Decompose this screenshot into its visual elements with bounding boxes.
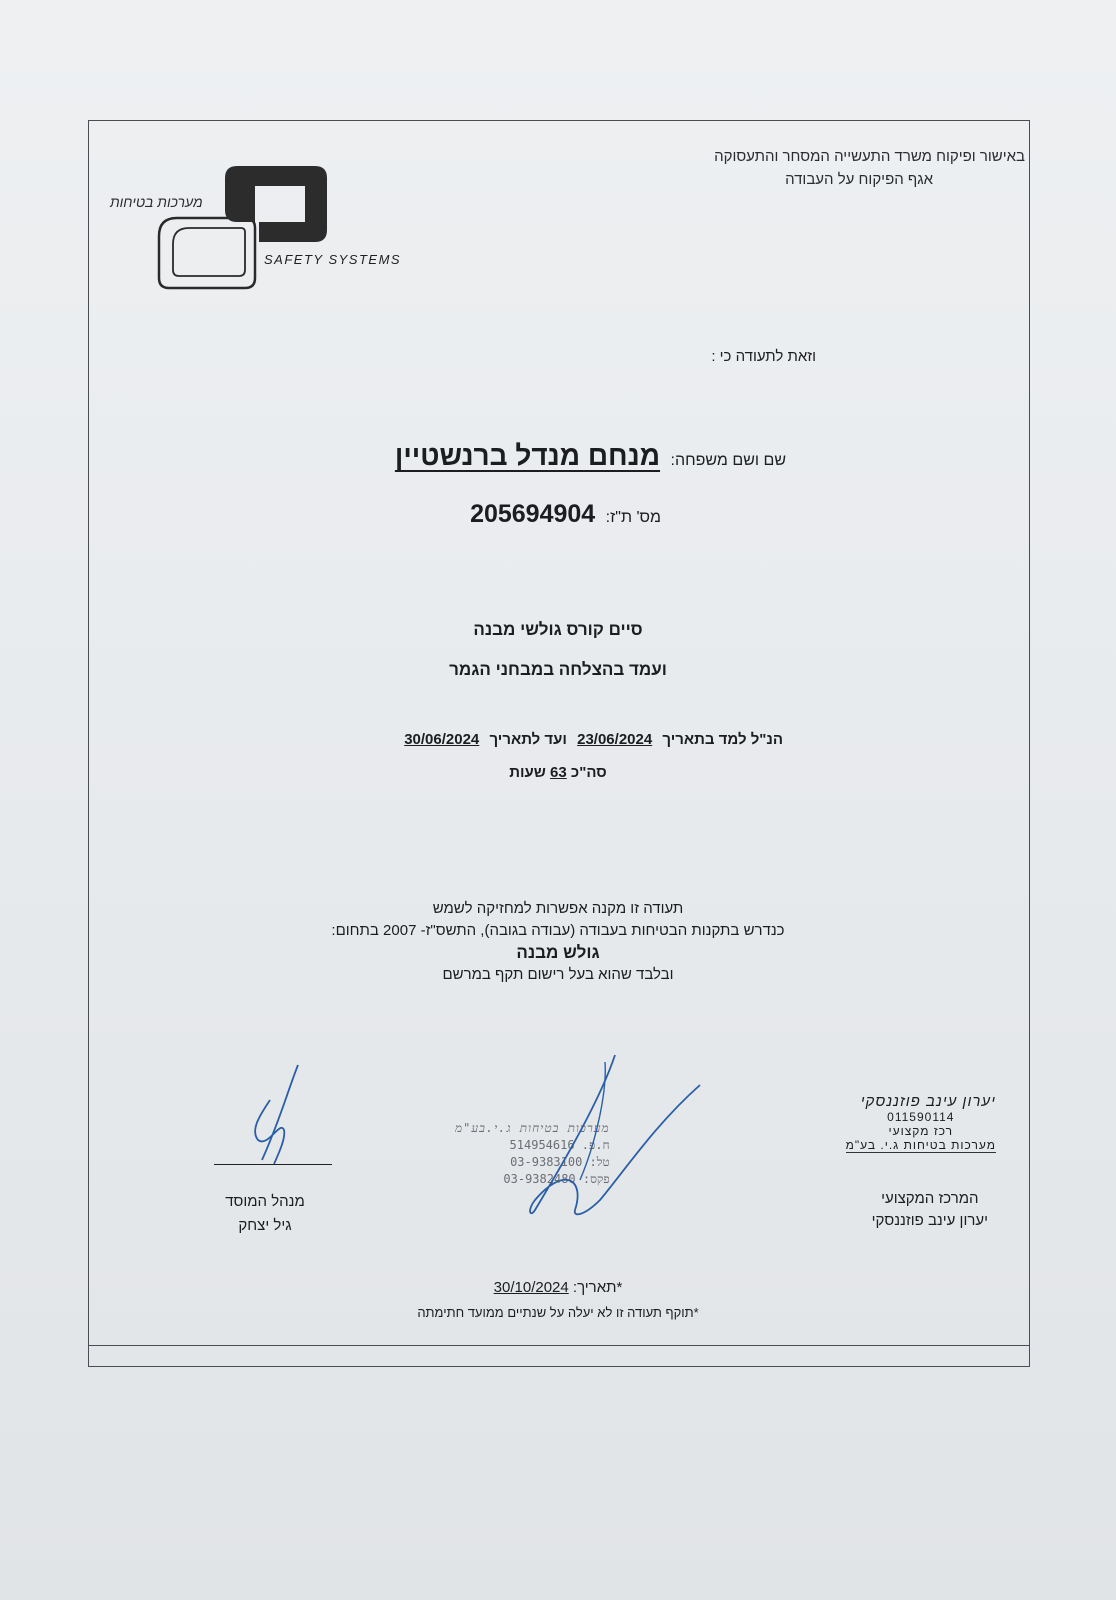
- stamp-company-name: מערכות בטיחות ג.י.בע"מ: [455, 1121, 610, 1135]
- course-dates: [398, 731, 783, 748]
- id-number: 205694904: [470, 500, 596, 528]
- authorization-line-1: תעודה זו מקנה אפשרות למחזיקה לשמש: [432, 900, 684, 917]
- id-row: [470, 500, 661, 529]
- issue-date-label: *תאריך:: [572, 1279, 623, 1296]
- authorization-line-2: כנדרש בתקנות הבטיחות בעבודה (עבודה בגובה), התשס"ז- 2007 בתחום:: [331, 922, 785, 939]
- start-date: 23/06/2024: [577, 731, 653, 748]
- stamp-role: רכז מקצועי: [888, 1124, 954, 1138]
- stamp-company-reg: ח.פ. 514954616: [509, 1138, 610, 1152]
- stamp-company: מערכות בטיחות ג.י. בע"מ: [845, 1138, 996, 1152]
- ministry-line-2: אגף הפיקוח על העבודה: [785, 171, 933, 188]
- stamp-number: 011590114: [887, 1110, 955, 1124]
- total-prefix: סה"כ: [570, 764, 607, 781]
- dates-prefix: הנ"ל למד בתאריך: [662, 731, 783, 748]
- manager-title: מנהל המוסד: [225, 1193, 305, 1210]
- authorization-block: [0, 898, 1116, 986]
- total-hours: [0, 764, 1116, 781]
- dates-middle: ועד לתאריך: [489, 731, 567, 748]
- manager-signature: [240, 1060, 320, 1170]
- ministry-line-1: באישור ופיקוח משרד התעשייה המסחר והתעסוקה: [714, 148, 1025, 165]
- manager-signature-line: [214, 1164, 332, 1165]
- passed-line: ועמד בהצלחה במבחני הגמר: [449, 660, 667, 679]
- name-label: שם ושם משפחה:: [670, 452, 786, 469]
- stamp-name: יערון עינב פוזננסקי: [860, 1093, 996, 1110]
- authorization-field: גולש מבנה: [516, 943, 600, 962]
- safety-systems-logo: [155, 160, 405, 300]
- authorization-line-4: ובלבד שהוא בעל רישום תקף במרשם: [442, 966, 674, 983]
- stamp-company-phone: טל: 03-9383100: [510, 1155, 610, 1169]
- ministry-header: [714, 145, 1025, 191]
- validity-note: *תוקף תעודה זו לא יעלה על שנתיים ממועד חתימתה: [417, 1305, 699, 1320]
- confirms-text: וזאת לתעודה כי :: [711, 348, 816, 365]
- issue-date: 30/10/2024: [493, 1279, 569, 1296]
- professional-stamp: [846, 1093, 996, 1153]
- stamp-company-fax: פקס: 03-9382480: [503, 1172, 610, 1186]
- frame-inner-line: [88, 1345, 1030, 1346]
- holder-name: מנחם מנדל ברנשטיין: [394, 440, 661, 471]
- logo-hebrew-text: מערכות בטיחות: [110, 194, 203, 210]
- professional-signature-block: [872, 1188, 988, 1232]
- issue-date-row: [0, 1279, 1116, 1296]
- total-suffix: שעות: [509, 764, 546, 781]
- professional-title: המרכז המקצועי: [881, 1190, 979, 1207]
- id-label: מס' ת"ז:: [605, 509, 661, 526]
- manager-block: [195, 1190, 335, 1238]
- professional-name: יערון עינב פוזננסקי: [871, 1212, 988, 1229]
- end-date: 30/06/2024: [404, 731, 480, 748]
- blue-signature: [505, 1050, 705, 1220]
- name-row: [395, 440, 786, 472]
- course-line: סיים קורס גולשי מבנה: [473, 620, 643, 639]
- hours-value: 63: [550, 764, 567, 781]
- manager-name: גיל יצחק: [238, 1217, 292, 1234]
- logo-english-text: SAFETY SYSTEMS: [264, 252, 402, 267]
